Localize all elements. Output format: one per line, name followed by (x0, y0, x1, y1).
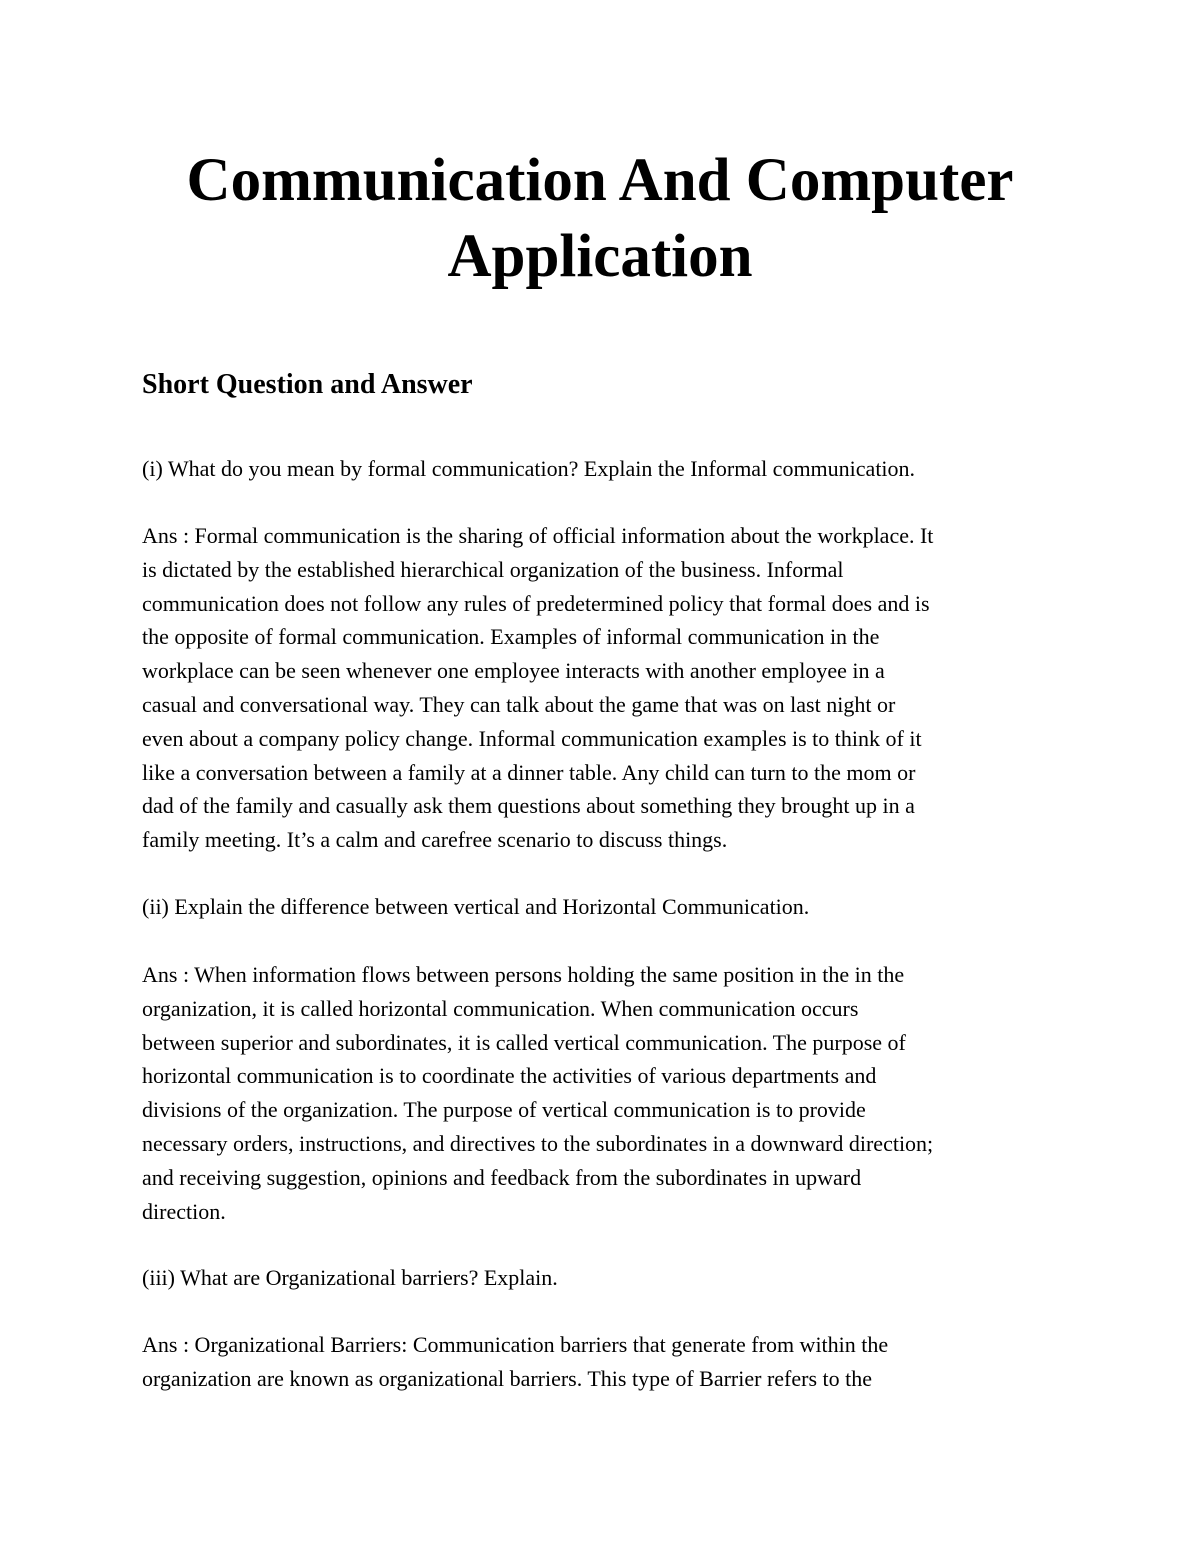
answer-line: between superior and subordinates, it is called vertical communication. The purpose of (142, 1029, 906, 1055)
answer-2 (142, 958, 1072, 1228)
answer-line: Ans : Formal communication is the sharing of official information about the workplace. It (142, 523, 934, 548)
answer-1 (142, 519, 1072, 857)
answer-line: the opposite of formal communication. Examples of informal communication in the (142, 624, 880, 650)
title-line: Application (447, 223, 753, 290)
answer-line: casual and conversational way. They can talk about the game that was on last night or (142, 691, 896, 717)
question-1: (i) What do you mean by formal communication? Explain the Informal communication. (142, 456, 916, 481)
document-title (100, 143, 1100, 295)
answer-line: Ans : When information flows between persons holding the same position in the in the (142, 962, 905, 987)
answer-line: divisions of the organization. The purpose of vertical communication is to provide (142, 1097, 866, 1123)
answer-line: like a conversation between a family at a dinner table. Any child can turn to the mom or (142, 759, 916, 785)
question-3: (iii) What are Organizational barriers? Explain. (142, 1265, 558, 1290)
title-line: Communication And Computer (186, 147, 1014, 214)
section-heading: Short Question and Answer (142, 369, 473, 400)
answer-line: necessary orders, instructions, and directives to the subordinates in a downward direction; (142, 1130, 934, 1156)
answer-line: direction. (142, 1198, 226, 1224)
answer-line: and receiving suggestion, opinions and feedback from the subordinates in upward (142, 1164, 862, 1190)
question-2: (ii) Explain the difference between vertical and Horizontal Communication. (142, 894, 810, 919)
answer-line: organization are known as organizational barriers. This type of Barrier refers to the (142, 1365, 873, 1391)
answer-line: is dictated by the established hierarchical organization of the business. Informal (142, 556, 844, 582)
answer-line: Ans : Organizational Barriers: Communication barriers that generate from within the (142, 1332, 889, 1357)
answer-line: workplace can be seen whenever one employee interacts with another employee in a (142, 658, 885, 684)
answer-line: even about a company policy change. Informal communication examples is to think of it (142, 725, 922, 751)
answer-3 (142, 1328, 1072, 1396)
answer-line: organization, it is called horizontal communication. When communication occurs (142, 995, 859, 1021)
answer-line: family meeting. It’s a calm and carefree scenario to discuss things. (142, 827, 728, 853)
answer-line: communication does not follow any rules of predetermined policy that formal does and is (142, 590, 930, 616)
answer-line: horizontal communication is to coordinate the activities of various departments and (142, 1063, 877, 1089)
answer-line: dad of the family and casually ask them questions about something they brought up in a (142, 793, 915, 819)
